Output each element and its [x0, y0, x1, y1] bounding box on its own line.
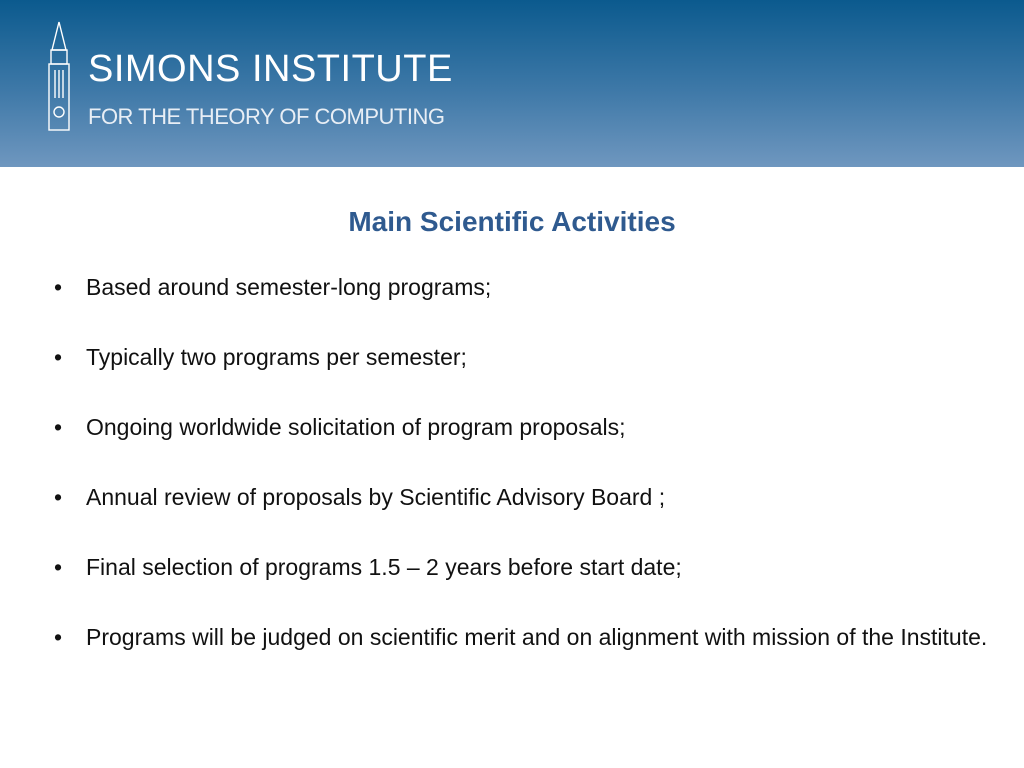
brand-subtitle: FOR THE THEORY OF COMPUTING: [88, 104, 445, 129]
clock-tower-icon: [42, 20, 76, 132]
bullet-item: • Annual review of proposals by Scientific Advisory Board ;: [50, 475, 990, 519]
brand-name: SIMONS INSTITUTE: [88, 48, 453, 90]
bullet-item: • Final selection of programs 1.5 – 2 years before start date;: [50, 545, 990, 589]
slide-title: Main Scientific Activities: [348, 206, 676, 237]
bullet-item: • Ongoing worldwide solicitation of program proposals;: [50, 405, 990, 449]
header-banner: [0, 0, 1024, 167]
bullet-item: • Programs will be judged on scientific merit and on alignment with mission of the Institute.: [50, 615, 990, 659]
bullet-item: • Typically two programs per semester;: [50, 335, 990, 379]
bullet-item: • Based around semester-long programs;: [50, 265, 990, 309]
bullet-list: [50, 265, 990, 685]
